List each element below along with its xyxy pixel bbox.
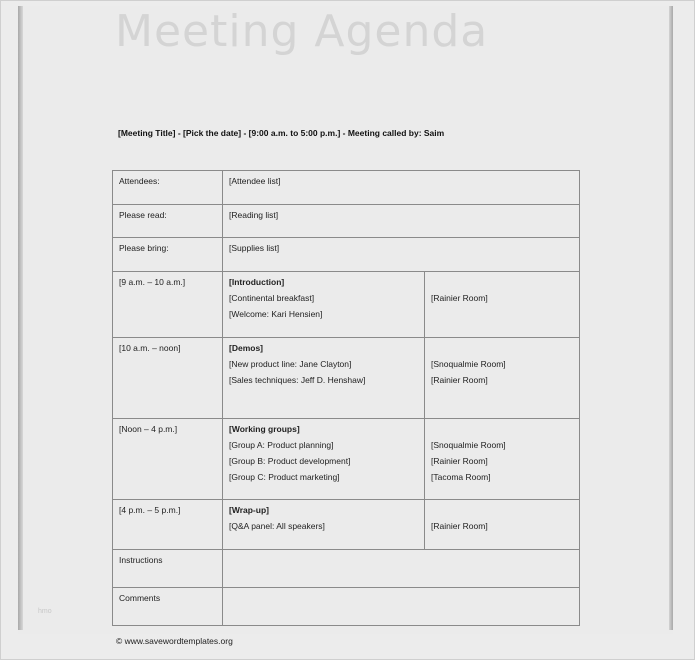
session-row xyxy=(113,500,580,550)
instructions-value[interactable] xyxy=(223,550,580,588)
session-item: [Group A: Product planning] xyxy=(229,440,334,450)
session-row xyxy=(113,272,580,338)
session-room: [Snoqualmie Room] xyxy=(431,359,506,369)
session-item: [Sales techniques: Jeff D. Henshaw] xyxy=(229,375,366,385)
session-room: [Snoqualmie Room] xyxy=(431,440,506,450)
session-item: [Continental breakfast] xyxy=(229,293,315,303)
session-rooms[interactable] xyxy=(425,272,580,338)
session-room: [Rainier Room] xyxy=(431,293,488,303)
page-right-edge xyxy=(669,6,673,630)
session-time: [10 a.m. – noon] xyxy=(113,338,223,419)
attendees-label: Attendees: xyxy=(113,171,223,205)
supplies-value[interactable]: [Supplies list] xyxy=(223,238,580,272)
document-title: Meeting Agenda xyxy=(115,6,489,57)
watermark-text: hmo xyxy=(38,608,52,615)
reading-value[interactable]: [Reading list] xyxy=(223,205,580,238)
session-heading: [Demos] xyxy=(229,343,264,353)
session-room: [Rainier Room] xyxy=(431,375,488,385)
meeting-details: [Meeting Title] - [Pick the date] - [9:00 a.m. to 5:00 p.m.] - Meeting called by: Saim xyxy=(118,128,445,138)
instructions-label: Instructions xyxy=(113,550,223,588)
session-heading: [Wrap-up] xyxy=(229,505,269,515)
session-room: [Rainier Room] xyxy=(431,521,488,531)
session-room: [Rainier Room] xyxy=(431,456,488,466)
supplies-label: Please bring: xyxy=(113,238,223,272)
footer-credit[interactable]: © www.savewordtemplates.org xyxy=(116,636,233,646)
session-topics[interactable] xyxy=(223,272,425,338)
page-left-edge xyxy=(18,6,23,630)
session-heading: [Introduction] xyxy=(229,277,285,287)
session-item: [Welcome: Kari Hensien] xyxy=(229,309,323,319)
supplies-row xyxy=(113,238,580,272)
session-time: [4 p.m. – 5 p.m.] xyxy=(113,500,223,550)
attendees-row xyxy=(113,171,580,205)
session-rooms[interactable] xyxy=(425,419,580,500)
session-topics[interactable] xyxy=(223,338,425,419)
session-row xyxy=(113,419,580,500)
agenda-table xyxy=(112,170,580,626)
session-item: [Group C: Product marketing] xyxy=(229,472,340,482)
session-item: [New product line: Jane Clayton] xyxy=(229,359,352,369)
session-row xyxy=(113,338,580,419)
session-room: [Tacoma Room] xyxy=(431,472,491,482)
comments-value[interactable] xyxy=(223,588,580,626)
session-rooms[interactable] xyxy=(425,500,580,550)
session-item: [Q&A panel: All speakers] xyxy=(229,521,325,531)
session-time: [Noon – 4 p.m.] xyxy=(113,419,223,500)
attendees-value[interactable]: [Attendee list] xyxy=(223,171,580,205)
reading-label: Please read: xyxy=(113,205,223,238)
instructions-row xyxy=(113,550,580,588)
session-topics[interactable] xyxy=(223,419,425,500)
session-rooms[interactable] xyxy=(425,338,580,419)
session-time: [9 a.m. – 10 a.m.] xyxy=(113,272,223,338)
comments-label: Comments xyxy=(113,588,223,626)
session-heading: [Working groups] xyxy=(229,424,300,434)
session-topics[interactable] xyxy=(223,500,425,550)
session-item: [Group B: Product development] xyxy=(229,456,351,466)
comments-row xyxy=(113,588,580,626)
reading-row xyxy=(113,205,580,238)
